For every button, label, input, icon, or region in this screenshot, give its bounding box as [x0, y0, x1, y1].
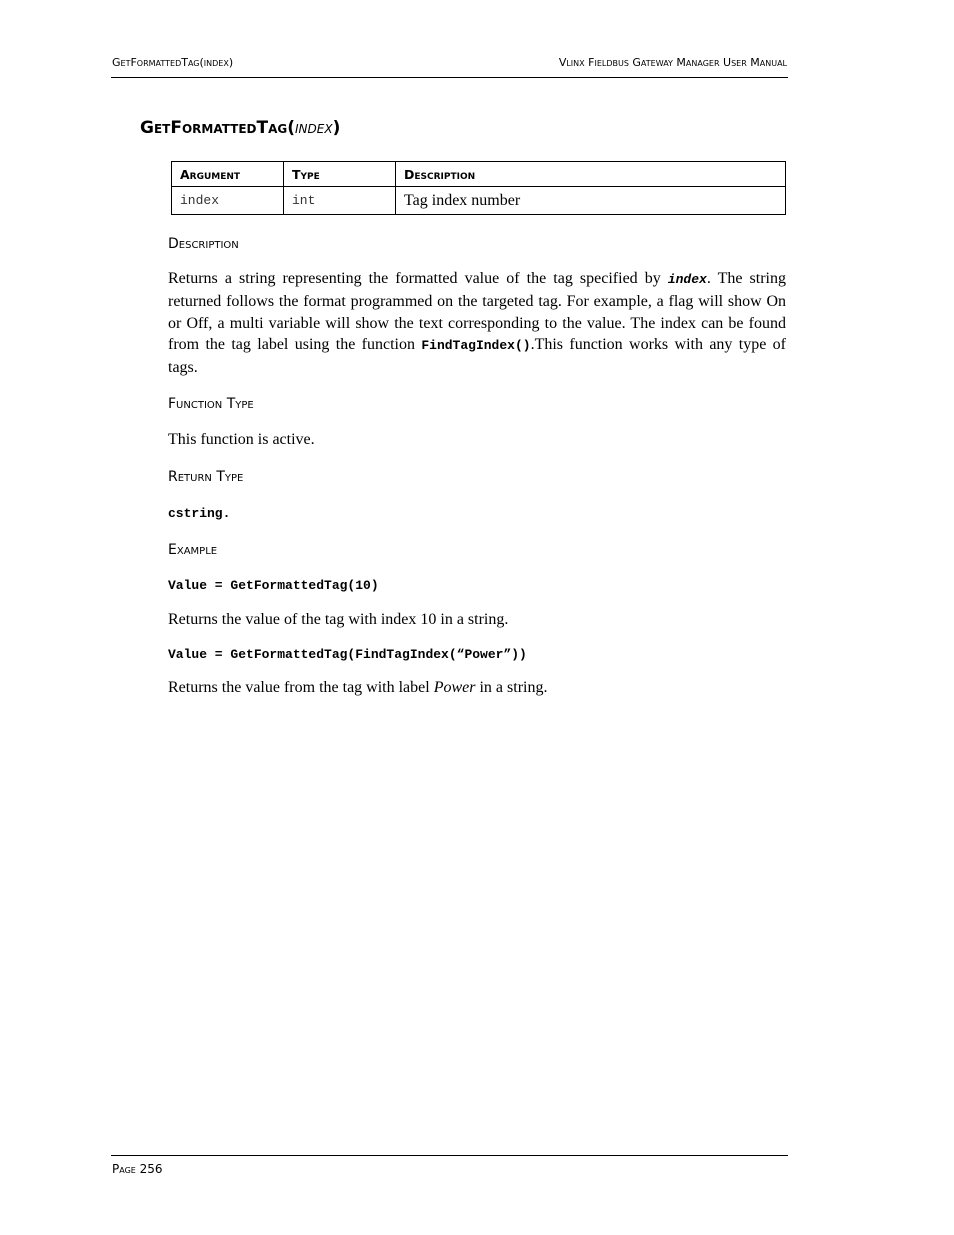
page-footer [111, 1155, 788, 1176]
cell-description: Tag index number [396, 187, 786, 215]
page-header [111, 56, 788, 78]
example-code-1: Value = GetFormattedTag(10) [168, 578, 379, 593]
arguments-table [171, 161, 786, 215]
header-argument: Argument [172, 162, 284, 187]
description-text-3: .This function works with any type of tags. [168, 336, 787, 377]
inline-code-index: index [667, 272, 707, 287]
cell-argument: index [172, 187, 284, 215]
return-type-heading: Return Type [168, 469, 244, 485]
header-manual-title: Vlinx Fieldbus Gateway Manager User Manual [558, 56, 787, 69]
function-type-heading: Function Type [168, 396, 254, 412]
table-row [172, 187, 786, 215]
header-description: Description [396, 162, 786, 187]
example-text-2 [168, 677, 786, 699]
table-header-row [172, 162, 786, 187]
example-code-2: Value = GetFormattedTag(FindTagIndex(“Power”)) [168, 647, 527, 662]
example-text-2a: Returns the value from the tag with label [168, 679, 434, 696]
function-type-text: This function is active. [168, 431, 315, 448]
description-paragraph [168, 268, 786, 379]
description-text-2: . The string returned follows the format programmed on the targeted tag. For example, a flag will show On or Off, a multi variable will show the text corresponding to the value. The index can be found from the tag label using the function [168, 270, 786, 354]
function-close-paren: ) [332, 118, 341, 138]
cell-type: int [284, 187, 396, 215]
page-number: Page 256 [112, 1162, 163, 1176]
function-argument: index [295, 118, 333, 138]
description-text-1: Returns a string representing the formatted value of the tag specified by [168, 270, 668, 287]
header-section-title: GetFormattedTag(index) [112, 56, 234, 69]
function-name: GetFormattedTag( [140, 118, 295, 138]
example-text-2b: in a string. [475, 679, 548, 696]
function-title [140, 118, 340, 138]
example-text-2-emphasis: Power [433, 679, 476, 696]
description-heading: Description [168, 236, 239, 252]
example-text-1: Returns the value of the tag with index 10 in a string. [168, 611, 509, 628]
inline-code-findtagindex: FindTagIndex() [421, 338, 531, 354]
return-type-code: cstring. [168, 506, 231, 521]
header-type: Type [284, 162, 396, 187]
example-heading: Example [168, 542, 218, 558]
